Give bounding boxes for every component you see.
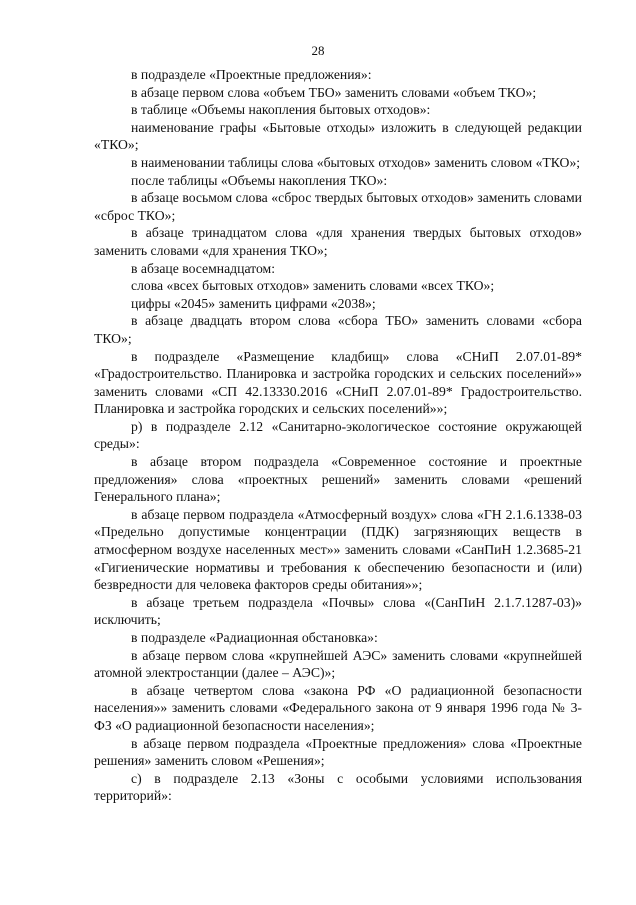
paragraph: в абзаце двадцать втором слова «сбора ТБО» заменить словами «сбора ТКО»;	[94, 313, 582, 346]
paragraph: в таблице «Объемы накопления бытовых отходов»:	[131, 102, 431, 118]
document-body	[94, 66, 582, 805]
paragraph: в абзаце третьем подраздела «Почвы» слова «(СанПиН 2.1.7.1287-03)» исключить;	[94, 594, 582, 628]
paragraph: в абзаце восьмом слова «сброс твердых бытовых отходов» заменить словами «сброс ТКО»;	[94, 190, 582, 223]
paragraph: в абзаце первом слова «крупнейшей АЭС» заменить словами «крупнейшей атомной электростанции (далее – АЭС)»;	[94, 647, 582, 681]
paragraph: в подразделе «Радиационная обстановка»:	[131, 630, 378, 645]
paragraph: в абзаце тринадцатом слова «для хранения твердых бытовых отходов» заменить словами «для хранения ТКО»;	[94, 225, 582, 258]
paragraph: в подразделе «Проектные предложения»:	[131, 67, 372, 82]
paragraph: цифры «2045» заменить цифрами «2038»;	[131, 295, 376, 311]
paragraph: наименование графы «Бытовые отходы» изложить в следующей редакции «ТКО»;	[94, 119, 582, 153]
page-number: 28	[311, 43, 325, 58]
paragraph: после таблицы «Объемы накопления ТКО»:	[131, 172, 388, 188]
paragraph: слова «всех бытовых отходов» заменить словами «всех ТКО»;	[131, 278, 495, 294]
paragraph: в абзаце восемнадцатом:	[131, 260, 276, 276]
paragraph: в абзаце четвертом слова «закона РФ «О радиационной безопасности населения»» заменить словами «Федерального закона от 9 января 1996 года № 3-ФЗ «О радиационной безопасности населения»;	[94, 682, 582, 733]
paragraph: с) в подразделе 2.13 «Зоны с особыми условиями использования территорий»:	[94, 770, 582, 804]
paragraph: в абзаце втором подраздела «Современное состояние и проектные предложения» слова «проектных решений» заменить словами «решений Генерального плана»;	[94, 454, 582, 505]
paragraph: в абзаце первом подраздела «Проектные предложения» слова «Проектные решения» заменить словом «Решения»;	[94, 735, 582, 769]
paragraph: в наименовании таблицы слова «бытовых отходов» заменить словом «ТКО»;	[131, 154, 581, 170]
paragraph: в абзаце первом подраздела «Атмосферный воздух» слова «ГН 2.1.6.1338-03 «Предельно допустимые концентрации (ПДК) загрязняющих веществ в атмосферном воздухе населенных мест»» заменить словами «СанПиН 1.2.3685-21 «Гигиенические нормативы и требования к обеспечению безопасности и (или) безвредности для человека факторов среды обитания»»;	[94, 506, 582, 593]
paragraph: в подразделе «Размещение кладбищ» слова «СНиП 2.07.01-89* «Градостроительство. Планировка и застройка городских и сельских поселений»» заменить словами «СП 42.13330.2016 «СНиП 2.07.01-89* Градостроительство. Планировка и застройка городских и сельских поселений»»;	[94, 348, 582, 417]
paragraph: р) в подразделе 2.12 «Санитарно-экологическое состояние окружающей среды»:	[94, 418, 582, 452]
paragraph: в абзаце первом слова «объем ТБО» заменить словами «объем ТКО»;	[131, 84, 537, 100]
